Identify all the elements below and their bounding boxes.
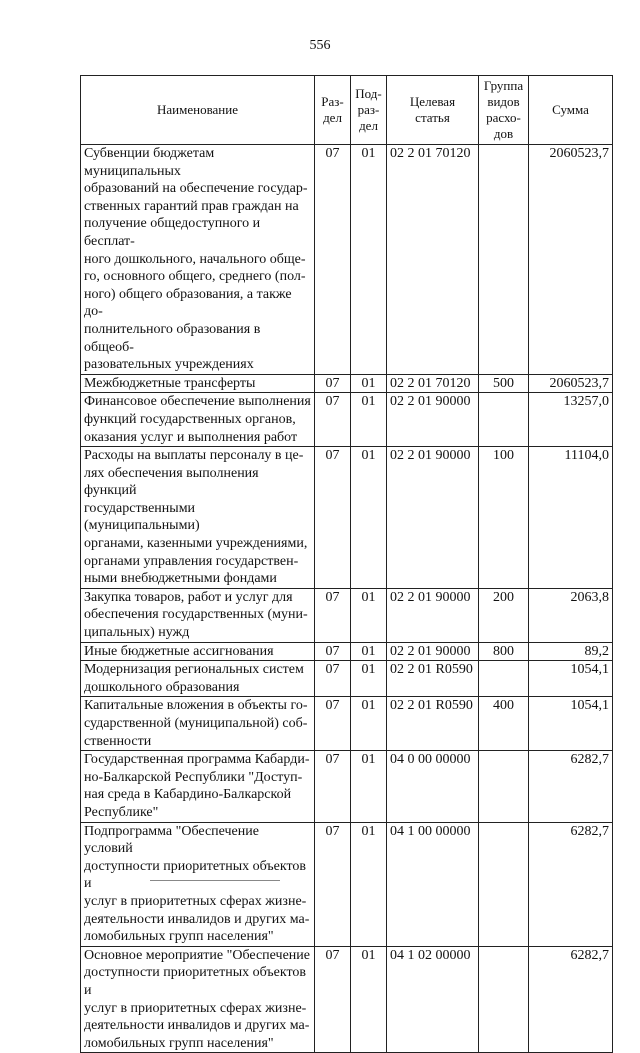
cell-name: Межбюджетные трансферты — [81, 374, 315, 393]
cell-subsection: 01 — [351, 751, 387, 822]
cell-group — [479, 393, 529, 447]
cell-subsection: 01 — [351, 946, 387, 1053]
cell-group — [479, 145, 529, 375]
cell-name: Иные бюджетные ассигнования — [81, 642, 315, 661]
cell-article: 04 1 02 00000 — [387, 946, 479, 1053]
cell-section: 07 — [315, 822, 351, 946]
table-row — [81, 751, 613, 822]
header-amount: Сумма — [529, 76, 613, 145]
table-row — [81, 588, 613, 642]
header-subsection: Под- раз- дел — [351, 76, 387, 145]
header-article: Целевая статья — [387, 76, 479, 145]
cell-name: Подпрограмма "Обеспечение условий доступности приоритетных объектов и услуг в приоритетных сферах жизне- деятельности инвалидов и других ма- ломобильных групп населения" — [81, 822, 315, 946]
cell-article: 02 2 01 90000 — [387, 588, 479, 642]
cell-amount: 11104,0 — [529, 447, 613, 589]
cell-subsection: 01 — [351, 661, 387, 697]
cell-amount: 2063,8 — [529, 588, 613, 642]
page-number: 556 — [309, 38, 331, 53]
cell-name: Государственная программа Кабарди- но-Балкарской Республики "Доступ- ная среда в Кабардино-Балкарской Республике" — [81, 751, 315, 822]
cell-amount: 2060523,7 — [529, 145, 613, 375]
cell-section: 07 — [315, 145, 351, 375]
cell-group: 500 — [479, 374, 529, 393]
cell-group — [479, 822, 529, 946]
cell-section: 07 — [315, 447, 351, 589]
header-group: Группа видов расхо- дов — [479, 76, 529, 145]
cell-section: 07 — [315, 751, 351, 822]
cell-name: Финансовое обеспечение выполнения функций государственных органов, оказания услуг и выполнения работ — [81, 393, 315, 447]
cell-article: 02 2 01 90000 — [387, 447, 479, 589]
table-row — [81, 946, 613, 1053]
cell-group: 400 — [479, 697, 529, 751]
table-body — [81, 145, 613, 1053]
cell-article: 02 2 01 R0590 — [387, 697, 479, 751]
cell-section: 07 — [315, 946, 351, 1053]
cell-group — [479, 751, 529, 822]
cell-amount: 6282,7 — [529, 751, 613, 822]
cell-name: Основное мероприятие "Обеспечение доступности приоритетных объектов и услуг в приоритетных сферах жизне- деятельности инвалидов и других ма- ломобильных групп населения" — [81, 946, 315, 1053]
cell-name: Закупка товаров, работ и услуг для обеспечения государственных (муни- ципальных) нужд — [81, 588, 315, 642]
cell-name: Субвенции бюджетам муниципальных образований на обеспечение государ- ственных гарантий прав граждан на получение общедоступного и бесплат- ного дошкольного, начального обще- го, основного общего, среднего (пол- ного) общего образования, а также до- полнительного образования в общеоб- разовательных учреждениях — [81, 145, 315, 375]
header-name: Наименование — [81, 76, 315, 145]
cell-amount: 1054,1 — [529, 661, 613, 697]
table-header — [81, 76, 613, 145]
cell-section: 07 — [315, 588, 351, 642]
cell-section: 07 — [315, 697, 351, 751]
table-row — [81, 642, 613, 661]
cell-group — [479, 661, 529, 697]
table-row — [81, 145, 613, 375]
cell-subsection: 01 — [351, 145, 387, 375]
cell-article: 02 2 01 70120 — [387, 374, 479, 393]
cell-subsection: 01 — [351, 393, 387, 447]
table-row — [81, 661, 613, 697]
cell-article: 02 2 01 70120 — [387, 145, 479, 375]
footer-rule — [150, 880, 280, 881]
cell-amount: 6282,7 — [529, 822, 613, 946]
cell-article: 04 1 00 00000 — [387, 822, 479, 946]
cell-subsection: 01 — [351, 588, 387, 642]
cell-section: 07 — [315, 661, 351, 697]
cell-amount: 89,2 — [529, 642, 613, 661]
cell-group — [479, 946, 529, 1053]
cell-amount: 2060523,7 — [529, 374, 613, 393]
table-row — [81, 393, 613, 447]
table-row — [81, 822, 613, 946]
cell-amount: 6282,7 — [529, 946, 613, 1053]
cell-section: 07 — [315, 374, 351, 393]
cell-article: 02 2 01 90000 — [387, 393, 479, 447]
cell-article: 04 0 00 00000 — [387, 751, 479, 822]
cell-name: Капитальные вложения в объекты го- сударственной (муниципальной) соб- ственности — [81, 697, 315, 751]
cell-article: 02 2 01 90000 — [387, 642, 479, 661]
cell-subsection: 01 — [351, 642, 387, 661]
header-section: Раз- дел — [315, 76, 351, 145]
table-row — [81, 697, 613, 751]
cell-subsection: 01 — [351, 447, 387, 589]
cell-name: Модернизация региональных систем дошкольного образования — [81, 661, 315, 697]
cell-amount: 13257,0 — [529, 393, 613, 447]
cell-name: Расходы на выплаты персоналу в це- лях обеспечения выполнения функций государственными (муниципальными) органами, казенными учреждениями, органами управления государствен- ными внебюджетными фондами — [81, 447, 315, 589]
table-row — [81, 447, 613, 589]
cell-group: 800 — [479, 642, 529, 661]
cell-section: 07 — [315, 642, 351, 661]
budget-table — [80, 75, 613, 1053]
table-row — [81, 374, 613, 393]
cell-section: 07 — [315, 393, 351, 447]
cell-article: 02 2 01 R0590 — [387, 661, 479, 697]
header-row — [81, 76, 613, 145]
cell-group: 100 — [479, 447, 529, 589]
cell-group: 200 — [479, 588, 529, 642]
cell-subsection: 01 — [351, 374, 387, 393]
cell-amount: 1054,1 — [529, 697, 613, 751]
cell-subsection: 01 — [351, 822, 387, 946]
cell-subsection: 01 — [351, 697, 387, 751]
